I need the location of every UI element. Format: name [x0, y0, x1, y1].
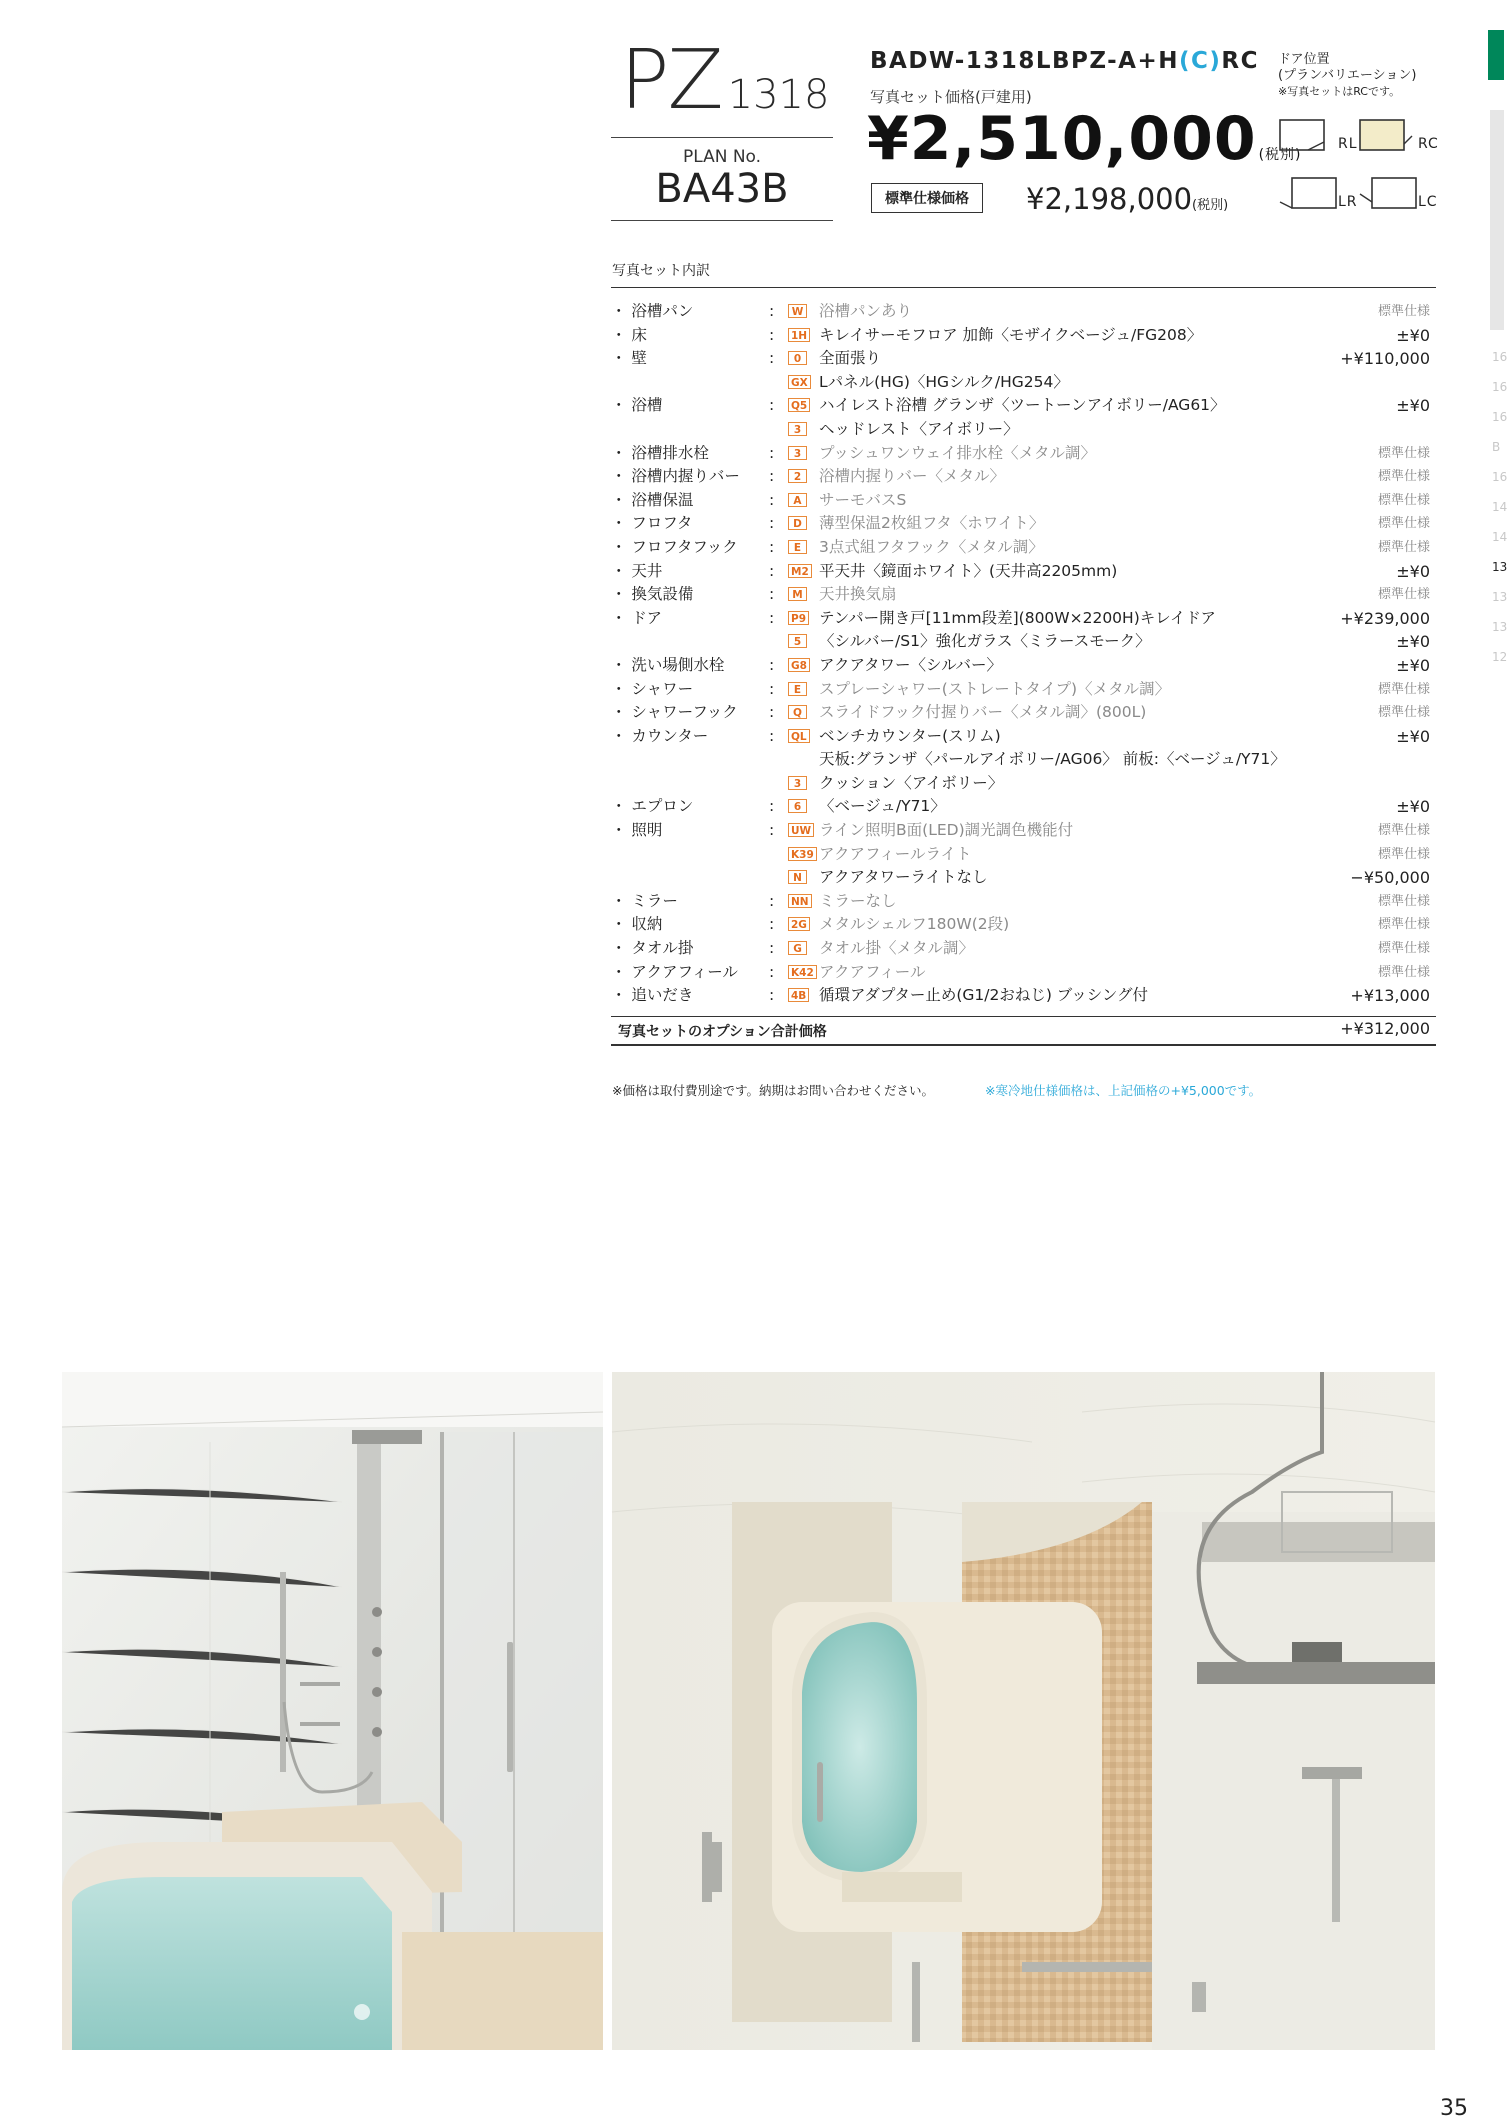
- spec-description: スプレーシャワー(ストレートタイプ)〈メタル調〉: [819, 679, 1171, 698]
- spec-description: 天井換気扇: [819, 585, 897, 604]
- door-variant-rc: [1358, 118, 1478, 154]
- spec-category: ・ フロフタフック: [611, 537, 738, 556]
- spec-category: ・ カウンター: [611, 726, 709, 745]
- spec-category: ・ 浴槽排水栓: [611, 443, 709, 462]
- chapter-tab: [1488, 30, 1504, 80]
- separator: :: [769, 608, 775, 627]
- spec-row: [611, 418, 1436, 442]
- spec-row: [611, 560, 1436, 584]
- set-price-tax: (税別): [1258, 147, 1302, 163]
- spec-description: 天板:グランザ〈パールアイボリー/AG06〉 前板:〈ベージュ/Y71〉: [819, 750, 1286, 769]
- spec-category: ・ タオル掛: [611, 939, 694, 958]
- spec-row: [611, 772, 1436, 796]
- page-number: 35: [1440, 2096, 1468, 2121]
- spec-description: ミラーなし: [819, 891, 897, 910]
- spec-price: 標準仕様: [1377, 893, 1430, 909]
- spec-row: [611, 748, 1436, 772]
- model-prefix: BADW-1318LBPZ-A+H: [870, 48, 1180, 74]
- option-code-badge: QL: [788, 729, 810, 743]
- separator: :: [769, 679, 775, 698]
- spec-price: 標準仕様: [1377, 681, 1430, 697]
- spec-price: ±¥0: [1396, 632, 1430, 652]
- spec-description: 〈ベージュ/Y71〉: [819, 797, 946, 816]
- spec-row: [611, 630, 1436, 654]
- option-code-badge: Q: [788, 705, 807, 719]
- door-rl-icon: [1278, 118, 1338, 154]
- option-code-badge: G8: [788, 658, 810, 672]
- separator: :: [769, 349, 775, 368]
- spec-row: [611, 866, 1436, 890]
- option-code-badge: Q5: [788, 398, 810, 412]
- option-code-badge: K39: [788, 847, 817, 861]
- separator: :: [769, 797, 775, 816]
- total-value: +¥312,000: [1340, 1019, 1430, 1038]
- model-accent: (C): [1179, 48, 1222, 74]
- sidebar-index-number[interactable]: 16: [1492, 410, 1507, 424]
- sidebar-index-number[interactable]: 12: [1492, 650, 1507, 664]
- spec-row: [611, 819, 1436, 843]
- spec-price: 標準仕様: [1377, 941, 1430, 957]
- option-code-badge: 1H: [788, 328, 810, 342]
- spec-price: 標準仕様: [1377, 469, 1430, 485]
- spec-price: 標準仕様: [1377, 587, 1430, 603]
- door-variant-lc: [1358, 176, 1478, 212]
- separator: :: [769, 443, 775, 462]
- option-code-badge: GX: [788, 375, 811, 389]
- spec-category: ・ 浴槽: [611, 396, 663, 415]
- option-code-badge: UW: [788, 823, 814, 837]
- spec-price: 標準仕様: [1377, 445, 1430, 461]
- standard-price-label: 標準仕様価格: [871, 183, 983, 213]
- standard-price-tax: (税別): [1192, 198, 1229, 213]
- separator: :: [769, 915, 775, 934]
- separator: :: [769, 396, 775, 415]
- separator: :: [769, 655, 775, 674]
- option-code-badge: P9: [788, 611, 809, 625]
- spec-description: 浴槽パンあり: [819, 302, 913, 320]
- spec-row: [611, 442, 1436, 466]
- separator: :: [769, 962, 775, 981]
- spec-description: スライドフック付握りバー〈メタル調〉(800L): [819, 703, 1147, 722]
- standard-price: [1026, 182, 1228, 216]
- spec-row: [611, 536, 1436, 560]
- spec-description: 薄型保温2枚組フタ〈ホワイト〉: [819, 514, 1045, 533]
- door-variant-label: RL: [1338, 136, 1358, 152]
- option-code-badge: W: [788, 304, 807, 318]
- sidebar-index-number[interactable]: 14: [1492, 530, 1507, 544]
- spec-row: [611, 937, 1436, 961]
- spec-row: [611, 654, 1436, 678]
- spec-price: +¥13,000: [1350, 986, 1430, 1006]
- spec-price: 標準仕様: [1377, 539, 1430, 555]
- door-position-title: [1278, 52, 1416, 100]
- spec-category: ・ シャワーフック: [611, 703, 738, 722]
- separator: :: [769, 561, 775, 580]
- spec-category: ・ 収納: [611, 915, 663, 934]
- option-code-badge: M: [788, 587, 807, 601]
- spec-row: [611, 394, 1436, 418]
- separator: :: [769, 537, 775, 556]
- separator: :: [769, 302, 775, 320]
- option-code-badge: 3: [788, 776, 807, 790]
- spec-category: ・ 天井: [611, 561, 663, 580]
- spec-category: ・ ミラー: [611, 891, 678, 910]
- spec-description: ベンチカウンター(スリム): [819, 726, 1001, 745]
- spec-description: 浴槽内握りバー〈メタル〉: [819, 467, 1006, 486]
- sidebar-index-number[interactable]: 16: [1492, 380, 1507, 394]
- spec-row: [611, 324, 1436, 348]
- divider: [611, 220, 833, 221]
- spec-category: ・ 追いだき: [611, 986, 694, 1005]
- door-title-line2: (プランバリエーション): [1278, 68, 1417, 83]
- set-price-value: ¥2,510,000: [867, 104, 1257, 174]
- option-code-badge: 6: [788, 799, 807, 813]
- separator: :: [769, 585, 775, 604]
- spec-category: ・ 壁: [611, 349, 647, 368]
- option-code-badge: 0: [788, 351, 807, 365]
- plan-number: BA43B: [655, 166, 789, 212]
- sidebar-index-number[interactable]: 16: [1492, 470, 1507, 484]
- cold-climate-note: ※寒冷地仕様価格は、上記価格の+¥5,000です。: [985, 1083, 1262, 1098]
- divider: [611, 1044, 1436, 1046]
- option-code-badge: 2: [788, 469, 807, 483]
- door-lr-icon: [1278, 176, 1338, 212]
- option-code-badge: NN: [788, 894, 812, 908]
- spec-row: [611, 961, 1436, 985]
- spec-row: [611, 843, 1436, 867]
- separator: :: [769, 821, 775, 840]
- spec-description: テンパー開き戸[11mm段差](800W×2200H)キレイドア: [819, 608, 1216, 627]
- spec-price: ±¥0: [1396, 726, 1430, 746]
- spec-price: 標準仕様: [1377, 492, 1430, 508]
- spec-description: ヘッドレスト〈アイボリー〉: [819, 419, 1019, 438]
- divider: [611, 287, 1436, 288]
- option-code-badge: 5: [788, 634, 807, 648]
- spec-row: [611, 347, 1436, 371]
- spec-row: [611, 512, 1436, 536]
- sidebar-index-number[interactable]: 16: [1492, 350, 1507, 364]
- option-code-badge: 4B: [788, 988, 809, 1002]
- spec-description: アクアフィールライト: [819, 844, 972, 863]
- spec-list: [611, 300, 1436, 1008]
- spec-row: [611, 583, 1436, 607]
- spec-description: アクアタワー〈シルバー〉: [819, 655, 1002, 674]
- spec-price: ±¥0: [1396, 797, 1430, 817]
- separator: :: [769, 986, 775, 1005]
- spec-row: [611, 371, 1436, 395]
- spec-description: キレイサーモフロア 加飾〈モザイクベージュ/FG208〉: [819, 325, 1203, 344]
- spec-price: ±¥0: [1396, 396, 1430, 416]
- spec-row: [611, 890, 1436, 914]
- option-code-badge: E: [788, 540, 807, 554]
- series-size: 1318: [727, 72, 830, 118]
- spec-price: −¥50,000: [1350, 868, 1430, 888]
- spec-row: [611, 725, 1436, 749]
- spec-row: [611, 913, 1436, 937]
- spec-price: 標準仕様: [1377, 917, 1430, 933]
- spec-price: 標準仕様: [1377, 304, 1430, 319]
- door-title-line1: ドア位置: [1278, 52, 1330, 67]
- spec-description: プッシュワンウェイ排水栓〈メタル調〉: [819, 443, 1096, 462]
- option-code-badge: N: [788, 870, 807, 884]
- bathroom-photo-topview: [612, 1372, 1435, 2050]
- spec-category: ・ フロフタ: [611, 514, 693, 533]
- separator: :: [769, 325, 775, 344]
- spec-description: タオル掛〈メタル調〉: [819, 939, 975, 958]
- spec-row: [611, 300, 1436, 324]
- series-name: PZ: [620, 33, 722, 128]
- spec-price: 標準仕様: [1377, 964, 1430, 980]
- door-variant-label: LC: [1418, 194, 1438, 210]
- option-code-badge: G: [788, 941, 807, 955]
- spec-row: [611, 795, 1436, 819]
- spec-description: サーモバスS: [819, 490, 907, 509]
- spec-category: ・ 床: [611, 325, 647, 344]
- spec-price: +¥239,000: [1340, 608, 1430, 628]
- spec-category: ・ シャワー: [611, 679, 694, 698]
- set-price-label: 写真セット価格(戸建用): [870, 88, 1032, 106]
- spec-category: ・ 浴槽保温: [611, 490, 694, 509]
- spec-price: 標準仕様: [1377, 516, 1430, 532]
- spec-price: 標準仕様: [1377, 846, 1430, 862]
- spec-heading: 写真セット内訳: [612, 263, 710, 279]
- separator: :: [769, 467, 775, 486]
- spec-price: 標準仕様: [1377, 705, 1430, 721]
- divider: [611, 137, 833, 138]
- door-variant-label: LR: [1338, 194, 1358, 210]
- spec-category: ・ 浴槽内握りバー: [611, 467, 740, 486]
- spec-description: 〈シルバー/S1〉強化ガラス〈ミラースモーク〉: [819, 632, 1151, 651]
- spec-description: 平天井〈鏡面ホワイト〉(天井高2205mm): [819, 561, 1118, 580]
- plan-label: PLAN No.: [682, 147, 762, 167]
- model-suffix: RC: [1221, 48, 1260, 74]
- sidebar-index-number[interactable]: B: [1492, 440, 1501, 454]
- spec-price: 標準仕様: [1377, 823, 1430, 839]
- spec-description: 3点式組フタフック〈メタル調〉: [819, 537, 1044, 556]
- spec-category: ・ 照明: [611, 821, 663, 840]
- spec-description: メタルシェルフ180W(2段): [819, 915, 1010, 934]
- spec-description: 全面張り: [819, 349, 882, 368]
- option-code-badge: A: [788, 493, 807, 507]
- standard-price-value: ¥2,198,000: [1026, 182, 1193, 216]
- spec-price: +¥110,000: [1340, 349, 1430, 369]
- spec-row: [611, 701, 1436, 725]
- spec-description: アクアタワーライトなし: [819, 868, 988, 887]
- spec-category: ・ 洗い場側水栓: [611, 655, 725, 674]
- separator: :: [769, 939, 775, 958]
- bathroom-photo-perspective: [62, 1372, 603, 2050]
- set-price: [867, 104, 1302, 174]
- separator: :: [769, 490, 775, 509]
- door-variant-label: RC: [1418, 136, 1439, 152]
- sidebar-index-number[interactable]: 13: [1492, 590, 1507, 604]
- spec-category: ・ 浴槽パン: [611, 302, 694, 320]
- option-code-badge: E: [788, 682, 807, 696]
- option-code-badge: M2: [788, 564, 812, 578]
- spec-price: ±¥0: [1396, 325, 1430, 345]
- spec-category: ・ エプロン: [611, 797, 694, 816]
- total-label: 写真セットのオプション合計価格: [618, 1024, 827, 1040]
- spec-row: [611, 678, 1436, 702]
- spec-description: クッション〈アイボリー〉: [819, 773, 1004, 792]
- spec-description: ハイレスト浴槽 グランザ〈ツートーンアイボリー/AG61〉: [819, 396, 1226, 415]
- series-title: [620, 33, 830, 128]
- spec-category: ・ ドア: [611, 608, 662, 627]
- option-code-badge: 3: [788, 422, 807, 436]
- separator: :: [769, 514, 775, 533]
- spec-category: ・ 換気設備: [611, 585, 694, 604]
- door-note: ※写真セットはRCです。: [1278, 85, 1401, 98]
- spec-price: ±¥0: [1396, 655, 1430, 675]
- spec-row: [611, 984, 1436, 1008]
- spec-price: ±¥0: [1396, 561, 1430, 581]
- divider: [611, 1016, 1436, 1017]
- option-code-badge: K42: [788, 965, 817, 979]
- separator: :: [769, 726, 775, 745]
- spec-description: 循環アダプター止め(G1/2おねじ) ブッシング付: [819, 986, 1149, 1005]
- spec-description: アクアフィール: [819, 962, 926, 981]
- footnote: ※価格は取付費別途です。納期はお問い合わせください。: [612, 1083, 934, 1098]
- sidebar-index-number[interactable]: 14: [1492, 500, 1507, 514]
- spec-row: [611, 607, 1436, 631]
- spec-description: Lパネル(HG)〈HGシルク/HG254〉: [819, 372, 1069, 391]
- spec-description: ライン照明B面(LED)調光調色機能付: [819, 821, 1074, 840]
- separator: :: [769, 891, 775, 910]
- model-number: [870, 48, 1259, 74]
- spec-row: [611, 489, 1436, 513]
- option-code-badge: 3: [788, 446, 807, 460]
- door-lc-icon: [1358, 176, 1418, 212]
- chapter-index-bar: [1490, 110, 1504, 330]
- separator: :: [769, 703, 775, 722]
- spec-category: ・ アクアフィール: [611, 962, 738, 981]
- option-code-badge: 2G: [788, 917, 810, 931]
- option-code-badge: D: [788, 516, 807, 530]
- door-rc-icon: [1358, 118, 1418, 154]
- spec-row: [611, 465, 1436, 489]
- sidebar-index-number[interactable]: 13: [1492, 620, 1507, 634]
- sidebar-index-number[interactable]: 13: [1492, 560, 1507, 574]
